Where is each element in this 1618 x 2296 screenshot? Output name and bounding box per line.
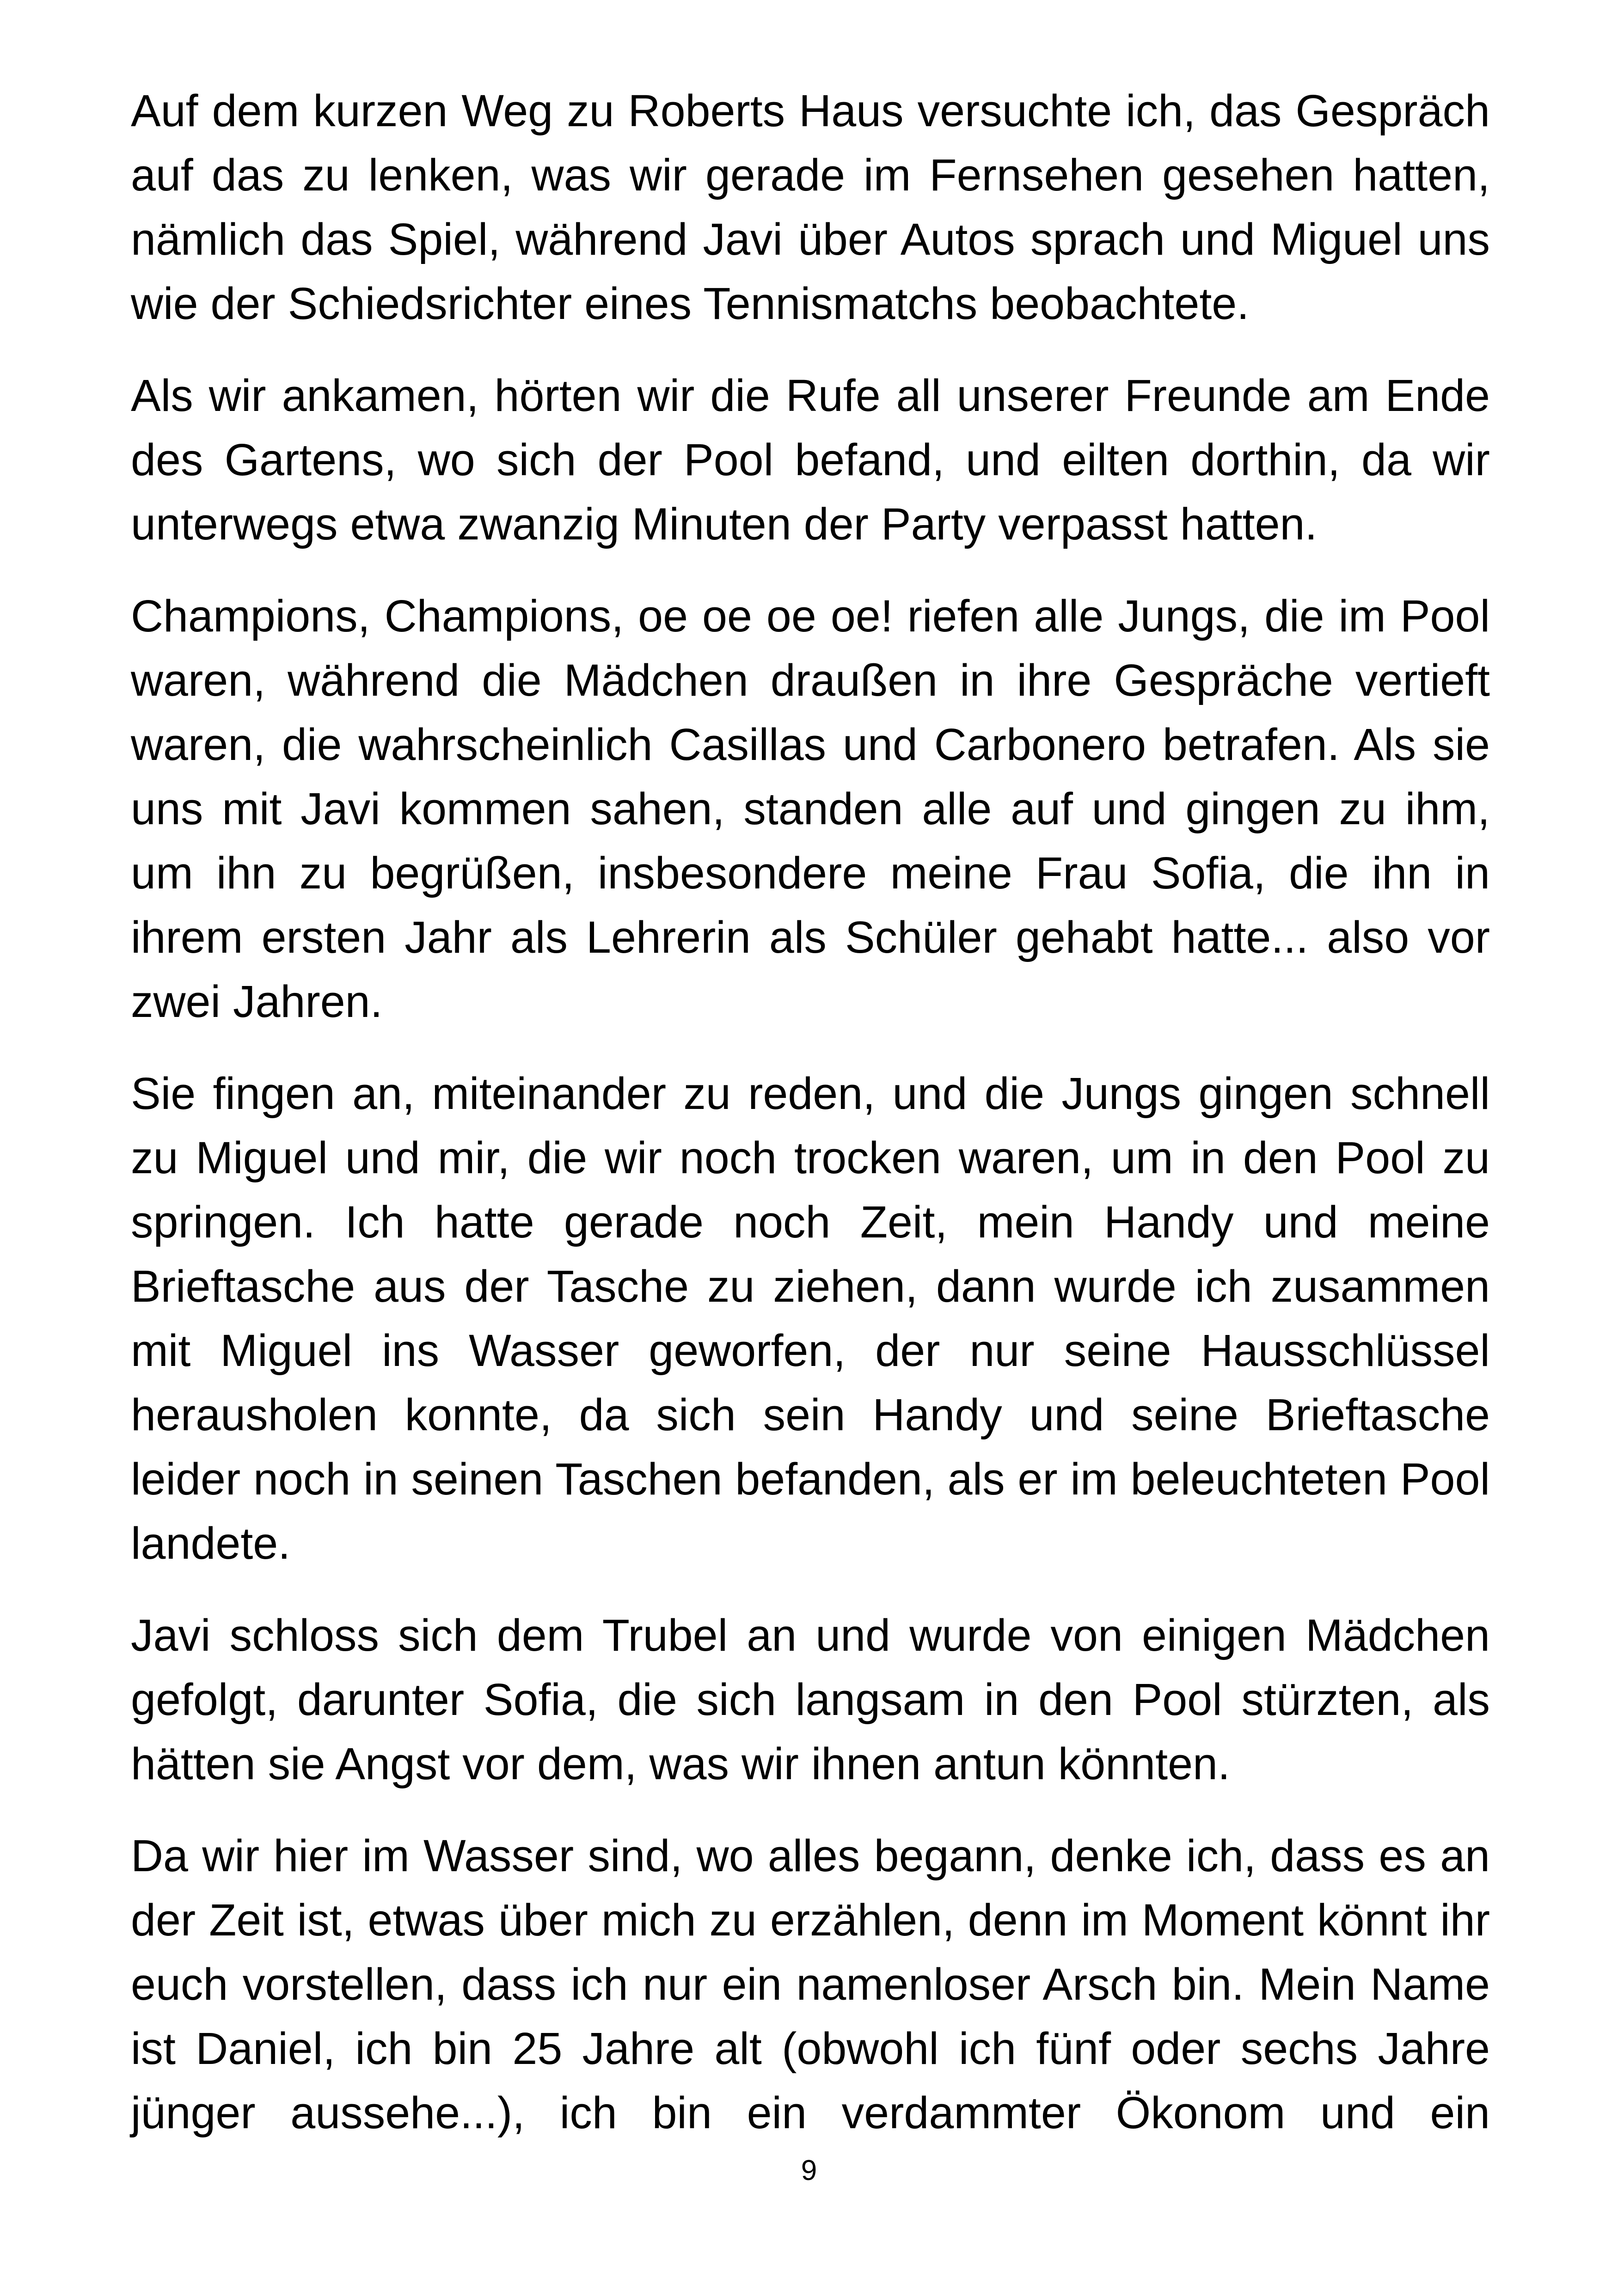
paragraph-3: Champions, Champions, oe oe oe oe! riefen alle Jungs, die im Pool waren, während die Mädchen draußen in ihre Gespräche vertieft waren, die wahrscheinlich Casillas und Carbonero betrafen. Als sie uns mit Javi kommen sahen, standen alle auf und gingen zu ihm, um ihn zu begrüßen, insbesondere meine Frau Sofia, die ihn in ihrem ersten Jahr als Lehrerin als Schüler gehabt hatte... also vor zwei Jahren. [131,591,1490,1027]
paragraph-1: Auf dem kurzen Weg zu Roberts Haus versuchte ich, das Gespräch auf das zu lenken, was wir gerade im Fernsehen gesehen hatten, nämlich das Spiel, während Javi über Autos sprach und Miguel uns wie der Schiedsrichter eines Tennismatchs beobachtete. [131,86,1490,329]
page-number: 9 [801,2155,817,2186]
paragraph-2: Als wir ankamen, hörten wir die Rufe all unserer Freunde am Ende des Gartens, wo sich der Pool befand, und eilten dorthin, da wir unterwegs etwa zwanzig Minuten der Party verpasst hatten. [131,370,1490,549]
paragraph-5: Javi schloss sich dem Trubel an und wurde von einigen Mädchen gefolgt, darunter Sofia, die sich langsam in den Pool stürzten, als hätten sie Angst vor dem, was wir ihnen antun könnten. [131,1610,1490,1789]
paragraph-6: Da wir hier im Wasser sind, wo alles begann, denke ich, dass es an der Zeit ist, etwas über mich zu erzählen, denn im Moment könnt ihr euch vorstellen, dass ich nur ein namenloser Arsch bin. Mein Name ist Daniel, ich bin 25 Jahre alt (obwohl ich fünf oder sechs Jahre jünger aussehe...), ich bin ein verdammter Ökonom und ein [131,1831,1490,2138]
text-body [131,79,1490,2173]
paragraph-4: Sie fingen an, miteinander zu reden, und die Jungs gingen schnell zu Miguel und mir, die wir noch trocken waren, um in den Pool zu springen. Ich hatte gerade noch Zeit, mein Handy und meine Brieftasche aus der Tasche zu ziehen, dann wurde ich zusammen mit Miguel ins Wasser geworfen, der nur seine Hausschlüssel herausholen konnte, da sich sein Handy und seine Brieftasche leider noch in seinen Taschen befanden, als er im beleuchteten Pool landete. [131,1068,1490,1568]
